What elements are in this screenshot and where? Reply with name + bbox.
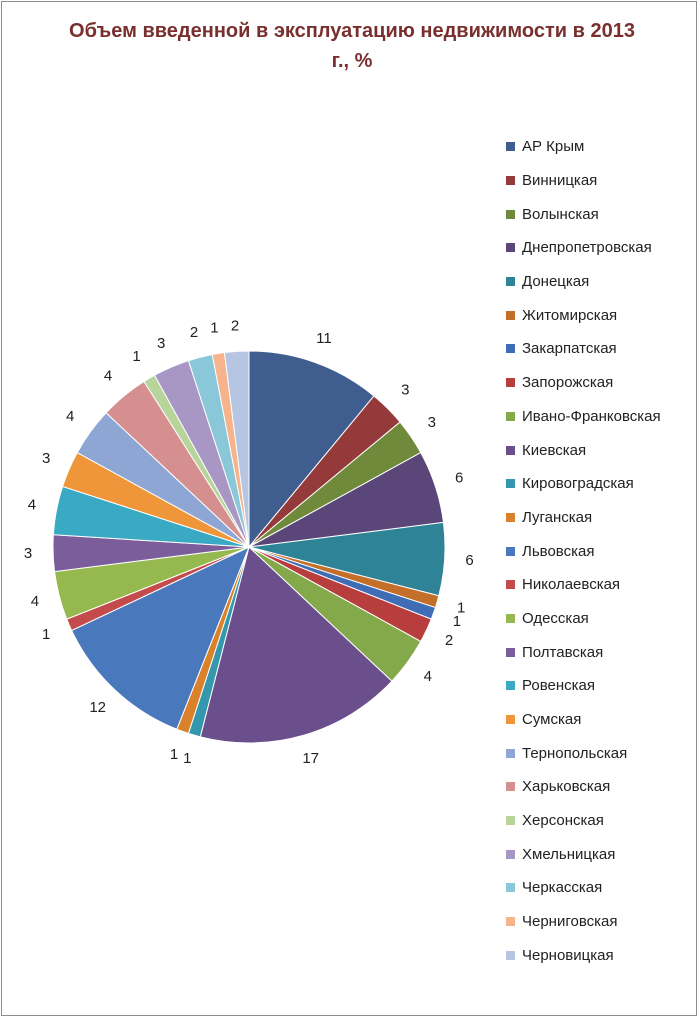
legend-swatch — [506, 883, 515, 892]
legend-label: Николаевская — [522, 576, 621, 594]
legend-swatch — [506, 344, 515, 353]
legend-swatch — [506, 816, 515, 825]
legend-label: Донецкая — [522, 273, 590, 291]
legend-swatch — [506, 243, 515, 252]
legend-label: Черновицкая — [522, 946, 614, 964]
legend — [506, 130, 696, 972]
legend-swatch — [506, 782, 515, 791]
legend-item — [506, 568, 696, 602]
legend-swatch — [506, 142, 515, 151]
legend-item — [506, 703, 696, 737]
legend-item — [506, 332, 696, 366]
legend-label: Херсонская — [522, 812, 604, 830]
legend-item — [506, 905, 696, 939]
legend-swatch — [506, 681, 515, 690]
data-label: 2 — [444, 632, 454, 650]
legend-label: Сумская — [522, 711, 582, 729]
data-label: 2 — [230, 317, 240, 335]
legend-label: Закарпатская — [522, 340, 617, 358]
legend-item — [506, 871, 696, 905]
legend-label: Черкасская — [522, 879, 603, 897]
legend-label: Житомирская — [522, 306, 618, 324]
data-label: 17 — [302, 750, 320, 768]
legend-swatch — [506, 749, 515, 758]
legend-item — [506, 534, 696, 568]
legend-label: Черниговская — [522, 913, 618, 931]
legend-swatch — [506, 715, 515, 724]
legend-item — [506, 366, 696, 400]
data-label: 1 — [210, 319, 219, 337]
legend-item — [506, 197, 696, 231]
legend-label: Хмельницкая — [522, 845, 616, 863]
legend-swatch — [506, 446, 515, 455]
legend-swatch — [506, 547, 515, 556]
data-label: 1 — [457, 599, 466, 617]
data-label: 1 — [169, 745, 179, 763]
legend-label: Винницкая — [522, 172, 598, 190]
legend-label: Харьковская — [522, 778, 611, 796]
legend-item — [506, 770, 696, 804]
legend-swatch — [506, 614, 515, 623]
chart-area — [1, 1, 697, 1016]
legend-label: Ивано-Франковская — [522, 407, 661, 425]
data-label: 4 — [27, 496, 37, 514]
legend-item — [506, 804, 696, 838]
legend-item — [506, 231, 696, 265]
legend-label: Одесская — [522, 609, 589, 627]
legend-item — [506, 939, 696, 973]
data-label: 3 — [401, 381, 410, 399]
legend-item — [506, 736, 696, 770]
data-label: 11 — [316, 330, 332, 348]
legend-label: Кировоградская — [522, 475, 634, 493]
data-label: 1 — [132, 347, 141, 365]
legend-swatch — [506, 412, 515, 421]
legend-label: Киевская — [522, 441, 587, 459]
legend-item — [506, 298, 696, 332]
legend-item — [506, 635, 696, 669]
legend-item — [506, 265, 696, 299]
legend-swatch — [506, 951, 515, 960]
legend-swatch — [506, 479, 515, 488]
data-label: 12 — [89, 699, 107, 717]
legend-swatch — [506, 513, 515, 522]
data-label: 3 — [23, 544, 33, 562]
data-label: 4 — [423, 667, 432, 685]
data-label: 4 — [30, 592, 40, 610]
data-label: 6 — [465, 551, 474, 569]
legend-label: Луганская — [522, 508, 593, 526]
data-label: 4 — [103, 367, 113, 385]
data-label: 1 — [183, 750, 192, 768]
data-label: 6 — [455, 469, 464, 487]
legend-item — [506, 130, 696, 164]
data-label: 3 — [157, 335, 166, 353]
legend-label: Полтавская — [522, 643, 604, 661]
data-label: 3 — [42, 450, 51, 468]
legend-item — [506, 164, 696, 198]
data-label: 1 — [452, 612, 462, 630]
legend-label: Запорожская — [522, 374, 614, 392]
legend-item — [506, 602, 696, 636]
legend-item — [506, 467, 696, 501]
legend-item — [506, 669, 696, 703]
data-label: 4 — [66, 408, 75, 426]
legend-swatch — [506, 210, 515, 219]
legend-item — [506, 501, 696, 535]
legend-label: Львовская — [522, 542, 595, 560]
legend-swatch — [506, 648, 515, 657]
legend-label: Ровенская — [522, 677, 595, 695]
legend-label: Днепропетровская — [522, 239, 652, 257]
legend-label: АР Крым — [522, 138, 585, 156]
legend-swatch — [506, 311, 515, 320]
legend-swatch — [506, 176, 515, 185]
legend-swatch — [506, 277, 515, 286]
legend-swatch — [506, 580, 515, 589]
legend-swatch — [506, 378, 515, 387]
legend-label: Волынская — [522, 205, 599, 223]
legend-swatch — [506, 917, 515, 926]
legend-item — [506, 400, 696, 434]
data-label: 1 — [42, 625, 51, 643]
chart-title: Объем введенной в эксплуатацию недвижимости в 2013 г., % — [69, 20, 635, 72]
legend-swatch — [506, 850, 515, 859]
legend-item — [506, 433, 696, 467]
legend-label: Тернопольская — [522, 744, 628, 762]
data-label: 3 — [427, 413, 436, 431]
legend-item — [506, 837, 696, 871]
data-label: 2 — [189, 323, 199, 341]
